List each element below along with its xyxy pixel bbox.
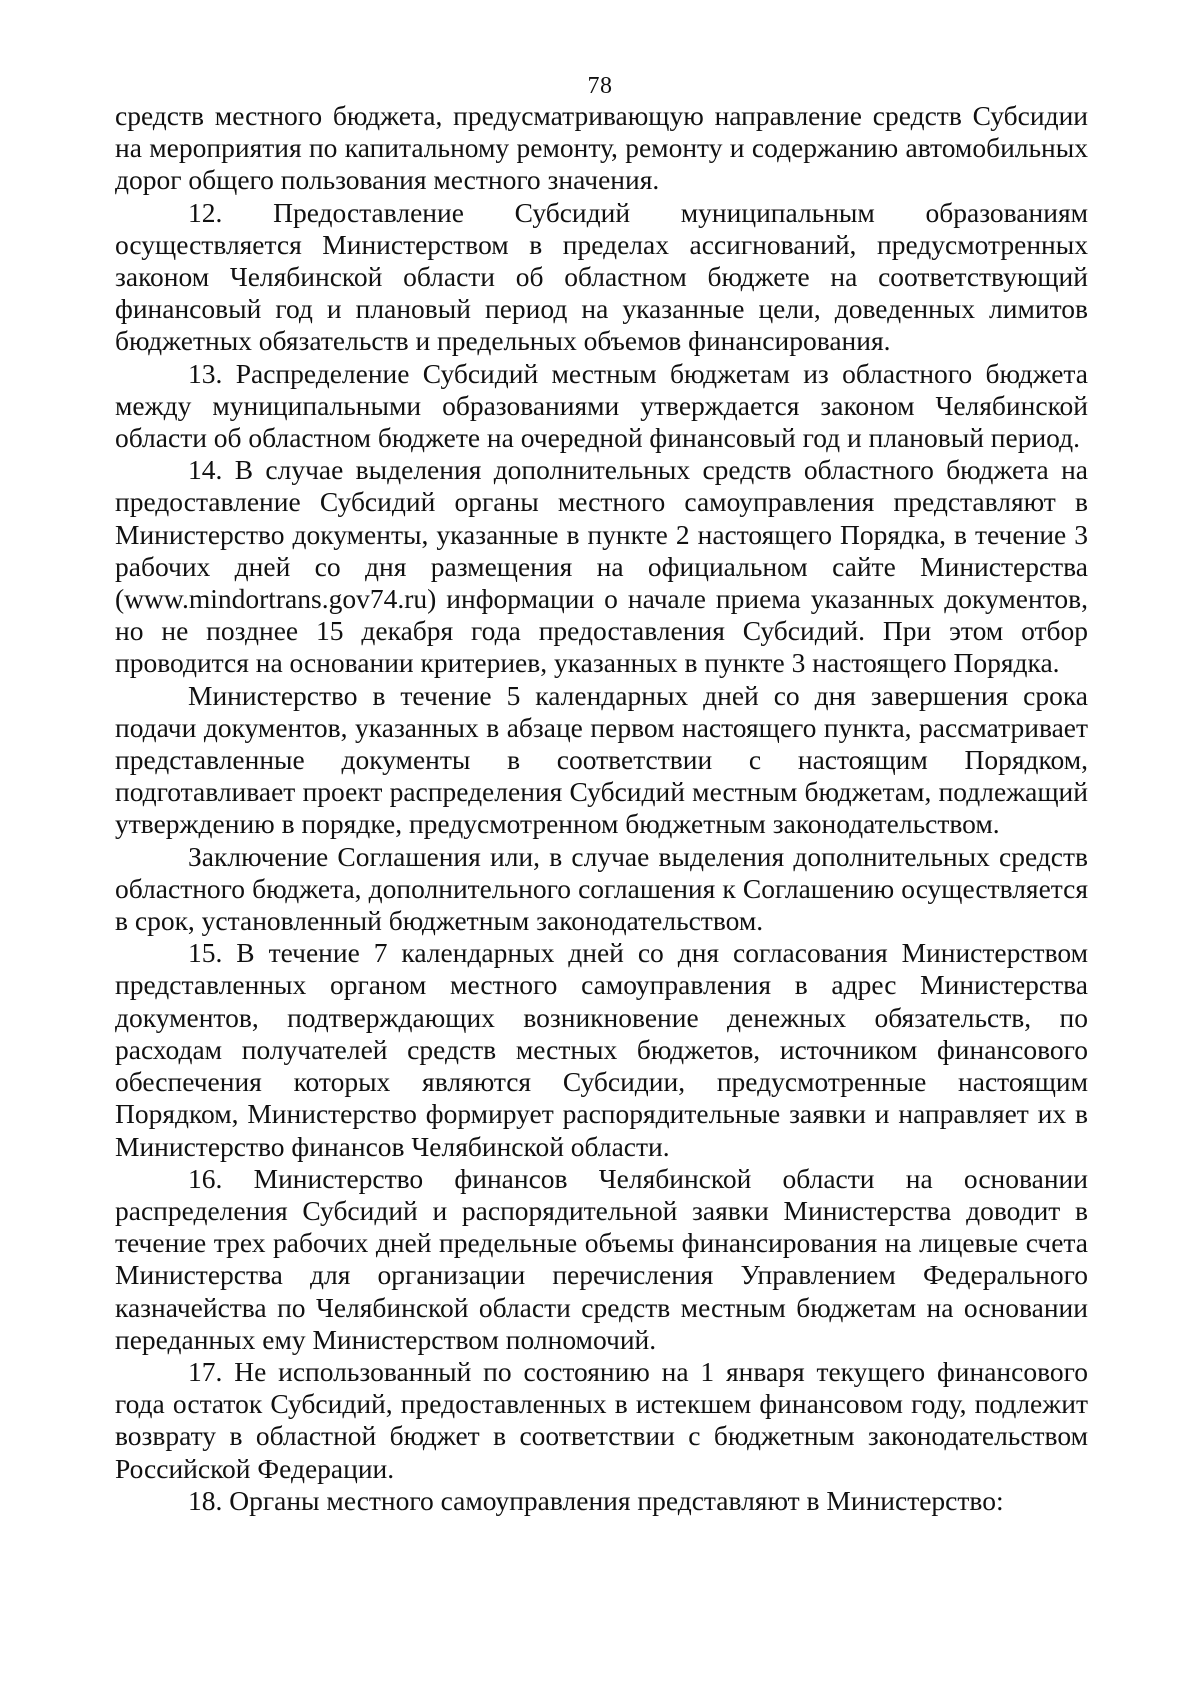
paragraph-14-review: Министерство в течение 5 календарных дней со дня завершения срока подачи документов, указанных в абзаце первом настоящего пункта, рассматривает представленные документы в соответствии с настоящим Порядком, подготавливает проект распределения Субсидий местным бюджетам, подлежащий утверждению в порядке, предусмотренном бюджетным законодательством. — [115, 679, 1088, 840]
paragraph-16: 16. Министерство финансов Челябинской области на основании распределения Субсидий и распорядительной заявки Министерства доводит в течение трех рабочих дней предельные объемы финансирования на лицевые счета Министерства для организации перечисления Управлением Федерального казначейства по Челябинской области средств местным бюджетам на основании переданных ему Министерством полномочий. — [115, 1162, 1088, 1355]
paragraph-18: 18. Органы местного самоуправления представляют в Министерство: — [188, 1484, 1004, 1516]
paragraph-14-agreement: Заключение Соглашения или, в случае выделения дополнительных средств областного бюджета, дополнительного соглашения к Соглашению осуществляется в срок, установленный бюджетным законодательством. — [115, 840, 1088, 937]
page-number: 78 — [587, 73, 613, 99]
paragraph-17: 17. Не использованный по состоянию на 1 января текущего финансового года остаток Субсидий, предоставленных в истекшем финансовом году, подлежит возврату в областной бюджет в соответствии с бюджетным законодательством Российской Федерации. — [115, 1355, 1088, 1484]
document-body — [115, 100, 1088, 1517]
paragraph-14: 14. В случае выделения дополнительных средств областного бюджета на предоставление Субсидий органы местного самоуправления представляют в Министерство документы, указанные в пункте 2 настоящего Порядка, в течение 3 рабочих дней со дня размещения на официальном сайте Министерства (www.mindortrans.gov74.ru) информации о начале приема указанных документов, но не позднее 15 декабря года предоставления Субсидий. При этом отбор проводится на основании критериев, указанных в пункте 3 настоящего Порядка. — [115, 454, 1088, 679]
paragraph-15: 15. В течение 7 календарных дней со дня согласования Министерством представленных органом местного самоуправления в адрес Министерства документов, подтверждающих возникновение денежных обязательств, по расходам получателей средств местных бюджетов, источником финансового обеспечения которых являются Субсидии, предусмотренные настоящим Порядком, Министерство формирует распорядительные заявки и направляет их в Министерство финансов Челябинской области. — [115, 937, 1088, 1162]
paragraph-13: 13. Распределение Субсидий местным бюджетам из областного бюджета между муниципальными образованиями утверждается законом Челябинской области об областном бюджете на очередной финансовый год и плановый период. — [115, 357, 1088, 454]
paragraph-continuation: средств местного бюджета, предусматривающую направление средств Субсидии на мероприятия по капитальному ремонту, ремонту и содержанию автомобильных дорог общего пользования местного значения. — [115, 100, 1088, 196]
paragraph-12: 12. Предоставление Субсидий муниципальным образованиям осуществляется Министерством в пределах ассигнований, предусмотренных законом Челябинской области об областном бюджете на соответствующий финансовый год и плановый период на указанные цели, доведенных лимитов бюджетных обязательств и предельных объемов финансирования. — [115, 196, 1088, 357]
